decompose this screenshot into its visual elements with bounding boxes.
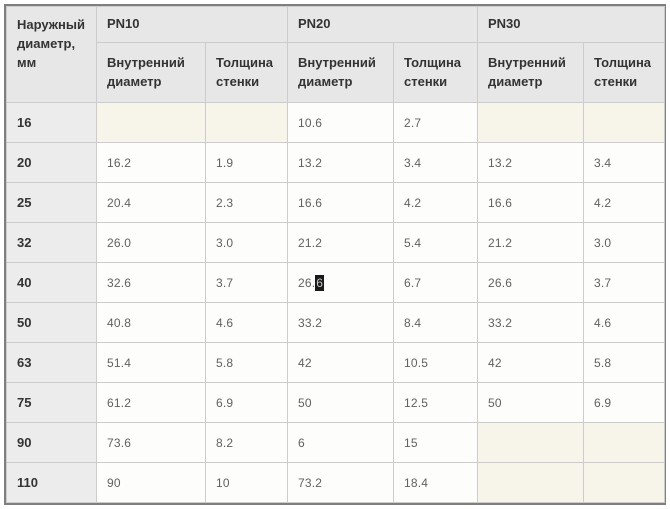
table-cell: 16.6 <box>478 183 584 223</box>
row-label: 40 <box>7 263 97 303</box>
table-row-63 <box>7 343 665 383</box>
table-cell: 4.2 <box>394 183 478 223</box>
table-cell: 4.6 <box>206 303 288 343</box>
table-cell: 4.2 <box>584 183 665 223</box>
table-cell: 16.2 <box>97 143 206 183</box>
table-cell: 10.6 <box>288 103 394 143</box>
table-cell: 5.8 <box>206 343 288 383</box>
table-cell: 51.4 <box>97 343 206 383</box>
table-cell: 15 <box>394 423 478 463</box>
table-cell: 3.0 <box>206 223 288 263</box>
table-cell: 5.8 <box>584 343 665 383</box>
table-cell: 3.7 <box>584 263 665 303</box>
table-cell: 90 <box>97 463 206 503</box>
selected-text-highlight: 6 <box>316 275 324 290</box>
row-label: 32 <box>7 223 97 263</box>
table-row-16 <box>7 103 665 143</box>
table-row-40 <box>7 263 665 303</box>
table-row-25 <box>7 183 665 223</box>
row-label: 25 <box>7 183 97 223</box>
table-cell <box>478 423 584 463</box>
row-label: 110 <box>7 463 97 503</box>
table-cell: 33.2 <box>288 303 394 343</box>
table-cell: 10 <box>206 463 288 503</box>
header-sub-row <box>7 43 665 103</box>
row-label: 16 <box>7 103 97 143</box>
table-cell: 26.6 <box>478 263 584 303</box>
row-label: 20 <box>7 143 97 183</box>
table-cell: 8.2 <box>206 423 288 463</box>
row-label: 90 <box>7 423 97 463</box>
table-cell: 73.2 <box>288 463 394 503</box>
table-cell: 6.9 <box>206 383 288 423</box>
row-label: 50 <box>7 303 97 343</box>
corner-header-outer-diameter: Наружный диаметр, мм <box>7 7 97 103</box>
table-cell <box>584 423 665 463</box>
table-cell: 73.6 <box>97 423 206 463</box>
table-row-20 <box>7 143 665 183</box>
table-cell <box>584 463 665 503</box>
table-row-50 <box>7 303 665 343</box>
table-cell: 4.6 <box>584 303 665 343</box>
subheader-pn10-wall-thickness: Толщина стенки <box>206 43 288 103</box>
table-row-90 <box>7 423 665 463</box>
table-cell: 42 <box>478 343 584 383</box>
table-cell: 6 <box>288 423 394 463</box>
table-cell: 16.6 <box>288 183 394 223</box>
header-group-row <box>7 7 665 43</box>
table-cell: 33.2 <box>478 303 584 343</box>
subheader-pn30-wall-thickness: Толщина стенки <box>584 43 665 103</box>
pipe-dimensions-table-container <box>4 4 666 505</box>
table-cell: 50 <box>288 383 394 423</box>
subheader-pn10-inner-diameter: Внутренний диаметр <box>97 43 206 103</box>
table-cell <box>206 103 288 143</box>
table-cell: 5.4 <box>394 223 478 263</box>
table-cell: 2.7 <box>394 103 478 143</box>
group-header-pn10: PN10 <box>97 7 288 43</box>
table-cell <box>584 103 665 143</box>
pipe-dimensions-table <box>6 6 665 503</box>
table-row-110 <box>7 463 665 503</box>
table-cell <box>478 103 584 143</box>
table-cell: 1.9 <box>206 143 288 183</box>
row-label: 75 <box>7 383 97 423</box>
table-cell <box>478 463 584 503</box>
subheader-pn30-inner-diameter: Внутренний диаметр <box>478 43 584 103</box>
table-cell: 32.6 <box>97 263 206 303</box>
group-header-pn30: PN30 <box>478 7 665 43</box>
table-row-75 <box>7 383 665 423</box>
table-cell: 18.4 <box>394 463 478 503</box>
table-cell: 13.2 <box>478 143 584 183</box>
table-cell: 13.2 <box>288 143 394 183</box>
group-header-pn20: PN20 <box>288 7 478 43</box>
table-cell: 3.4 <box>584 143 665 183</box>
table-cell: 2.3 <box>206 183 288 223</box>
table-cell: 8.4 <box>394 303 478 343</box>
table-cell: 20.4 <box>97 183 206 223</box>
table-cell: 3.0 <box>584 223 665 263</box>
subheader-pn20-inner-diameter: Внутренний диаметр <box>288 43 394 103</box>
table-cell: 12.5 <box>394 383 478 423</box>
row-label: 63 <box>7 343 97 383</box>
table-cell: 3.7 <box>206 263 288 303</box>
table-cell: 61.2 <box>97 383 206 423</box>
table-cell: 6.9 <box>584 383 665 423</box>
subheader-pn20-wall-thickness: Толщина стенки <box>394 43 478 103</box>
table-cell <box>97 103 206 143</box>
table-cell: 40.8 <box>97 303 206 343</box>
table-cell: 26.0 <box>97 223 206 263</box>
cell-text: 26. <box>298 275 316 290</box>
table-cell: 6.7 <box>394 263 478 303</box>
table-cell: 21.2 <box>478 223 584 263</box>
table-cell-with-text-selection <box>288 263 394 303</box>
table-cell: 10.5 <box>394 343 478 383</box>
table-row-32 <box>7 223 665 263</box>
table-cell: 50 <box>478 383 584 423</box>
table-cell: 21.2 <box>288 223 394 263</box>
table-cell: 3.4 <box>394 143 478 183</box>
table-cell: 42 <box>288 343 394 383</box>
